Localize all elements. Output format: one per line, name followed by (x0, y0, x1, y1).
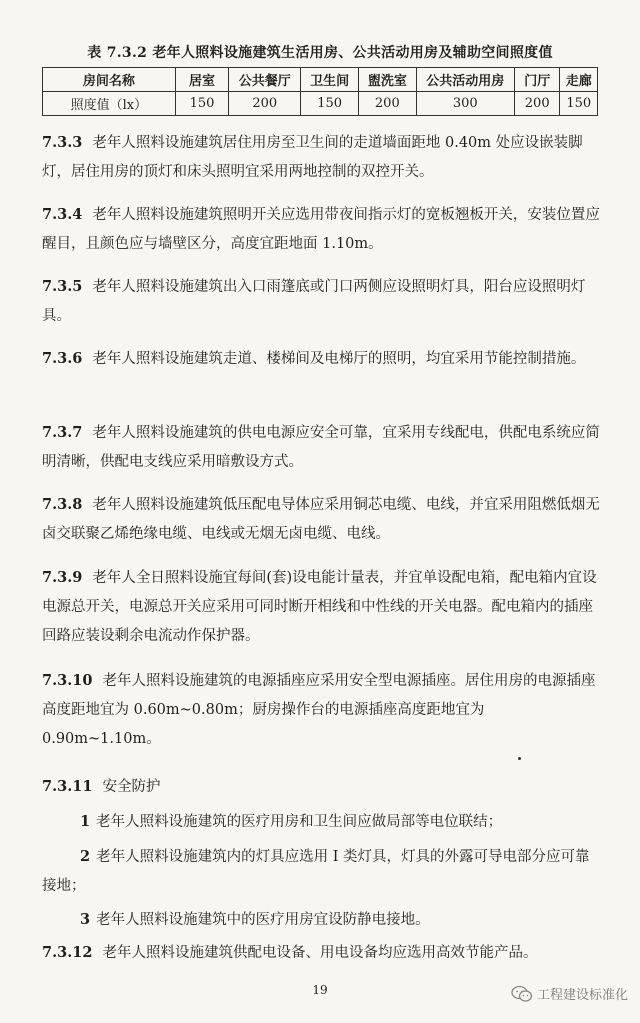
table-cell: 200 (358, 92, 416, 116)
clause-number: 7.3.6 (42, 350, 83, 367)
table-cell: 200 (514, 92, 560, 116)
watermark (511, 984, 628, 1003)
clause-7-3-12 (42, 938, 602, 968)
table-header-cell: 门厅 (514, 68, 560, 92)
clause-text: 老年人照料设施建筑的电源插座应采用安全型电源插座。居住用房的电源插座高度距地宜为 0.60m~0.80m；厨房操作台的电源插座高度距地宜为 0.90m~1.10m。 (42, 673, 596, 747)
clause-text: 老年人照料设施建筑照明开关应选用带夜间指示灯的宽板翘板开关，安装位置应醒目，且颜色应与墙壁区分，高度宜距地面 1.10m。 (42, 207, 600, 252)
clause-7-3-11 (42, 772, 602, 802)
clause-text: 老年人照料设施建筑走道、楼梯间及电梯厅的照明，均宜采用节能控制措施。 (92, 351, 586, 367)
illuminance-table (42, 67, 598, 116)
table-caption: 表 7.3.2 老年人照料设施建筑生活用房、公共活动用房及辅助空间照度值 (87, 45, 553, 61)
clause-number: 7.3.9 (42, 569, 83, 586)
clause-7-3-10 (42, 666, 602, 754)
table-header-cell: 房间名称 (43, 68, 176, 92)
speck-mark (518, 757, 521, 760)
list-item (42, 842, 602, 901)
table-cell: 照度值（lx） (43, 92, 176, 116)
table-header-cell: 居室 (175, 68, 229, 92)
page-number: 19 (312, 983, 328, 997)
watermark-text: 工程建设标准化 (536, 988, 628, 1003)
clause-text: 老年人全日照料设施宜每间(套)设电能计量表，并宜单设配电箱，配电箱内宜设电源总开关，电源总开关应采用可同时断开相线和中性线的开关电器。配电箱内的插座回路应装设剩余电流动作保护器。 (42, 570, 597, 644)
clause-number: 7.3.3 (42, 134, 83, 151)
table-row (43, 92, 598, 116)
clause-number: 7.3.12 (42, 944, 93, 961)
table-cell: 150 (560, 92, 598, 116)
clause-text: 老年人照料设施建筑的供电电源应安全可靠，宜采用专线配电，供配电系统应简明清晰，供配电支线应采用暗敷设方式。 (42, 425, 600, 470)
clause-text: 老年人照料设施建筑居住用房至卫生间的走道墙面距地 0.40m 处应设嵌装脚灯，居住用房的顶灯和床头照明宜采用两地控制的双控开关。 (42, 135, 583, 180)
item-number: 2 (80, 848, 91, 865)
clause-text: 老年人照料设施建筑低压配电导体应采用铜芯电缆、电线，并宜采用阻燃低烟无卤交联聚乙烯绝缘电缆、电线或无烟无卤电缆、电线。 (42, 497, 600, 542)
table-header-cell: 卫生间 (301, 68, 359, 92)
clause-7-3-4 (42, 200, 602, 259)
clause-7-3-7 (42, 418, 602, 477)
clause-7-3-6 (42, 344, 602, 374)
table-cell: 200 (229, 92, 301, 116)
item-number: 1 (80, 813, 91, 830)
item-text: 老年人照料设施建筑内的灯具应选用 I 类灯具，灯具的外露可导电部分应可靠接地； (42, 849, 590, 894)
table-cell: 150 (301, 92, 359, 116)
table-header-cell: 公共餐厅 (229, 68, 301, 92)
table-cell: 150 (175, 92, 229, 116)
clause-text: 安全防护 (102, 779, 161, 795)
table-header-cell: 走廊 (560, 68, 598, 92)
wechat-icon (511, 985, 533, 1003)
clause-number: 7.3.11 (42, 778, 93, 795)
clause-number: 7.3.8 (42, 496, 83, 513)
clause-7-3-5 (42, 272, 602, 331)
table-cell: 300 (416, 92, 514, 116)
item-text: 老年人照料设施建筑的医疗用房和卫生间应做局部等电位联结； (96, 814, 503, 830)
clause-number: 7.3.7 (42, 424, 83, 441)
clause-7-3-3 (42, 128, 602, 187)
clause-text: 老年人照料设施建筑出入口雨篷底或门口两侧应设照明灯具，阳台应设照明灯具。 (42, 279, 586, 324)
clause-text: 老年人照料设施建筑供配电设备、用电设备均应选用高效节能产品。 (102, 945, 538, 961)
clause-7-3-8 (42, 490, 602, 549)
list-item (42, 905, 602, 935)
clause-7-3-9 (42, 563, 602, 651)
list-item (42, 807, 602, 837)
item-text: 老年人照料设施建筑中的医疗用房宜设防静电接地。 (96, 912, 430, 928)
table-header-cell: 公共活动用房 (416, 68, 514, 92)
clause-number: 7.3.10 (42, 672, 93, 689)
item-number: 3 (80, 911, 91, 928)
clause-number: 7.3.5 (42, 278, 83, 295)
table-header-cell: 盥洗室 (358, 68, 416, 92)
clause-number: 7.3.4 (42, 206, 83, 223)
table-header-row (43, 68, 598, 92)
